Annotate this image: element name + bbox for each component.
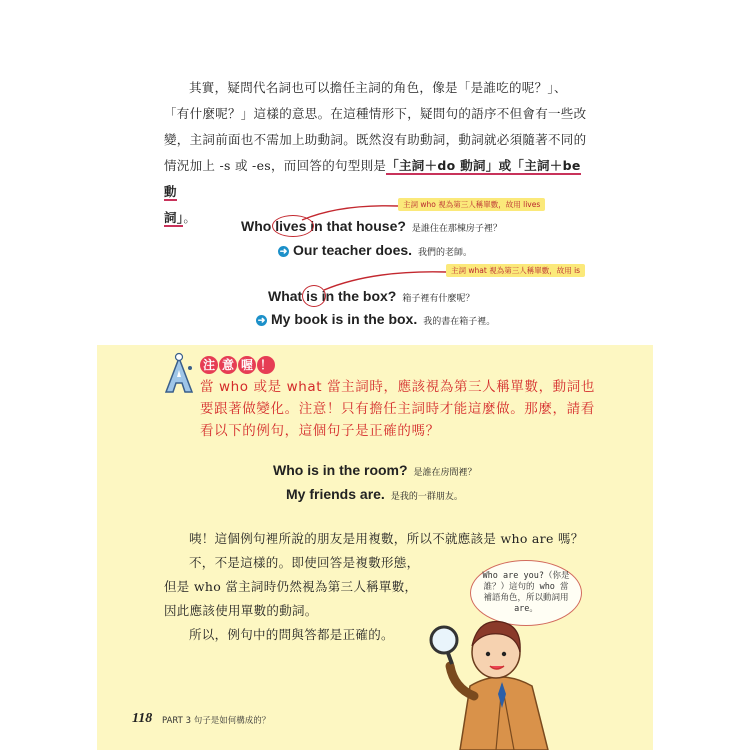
section-title: PART 3 句子是如何構成的？ <box>162 716 271 726</box>
intro-line-4-text: 情況加上 -s 或 -es，而回答的句型則是 <box>164 158 387 173</box>
circle-is <box>302 285 326 307</box>
explain-line-1: 咦！這個例句裡所說的朋友是用複數，所以不就應該是 who are 嗎？ <box>189 531 584 546</box>
example-question-2-post: in the box? <box>317 288 397 304</box>
attention-char-3: 喔 <box>238 356 256 374</box>
box-example-question <box>273 462 477 478</box>
example-question-1-key: lives <box>275 218 307 234</box>
box-example-question-text: Who is in the room? <box>273 462 408 478</box>
mascot-a-icon <box>160 352 198 394</box>
box-example-answer <box>286 486 463 502</box>
example-question-2-pre: What <box>268 288 307 304</box>
detective-illustration <box>420 596 590 750</box>
example-answer-2-translation: 我的書在箱子裡。 <box>423 317 496 327</box>
example-question-2-translation: 箱子裡有什麼呢？ <box>402 294 475 304</box>
explain-line-5: 所以，例句中的問與答都是正確的。 <box>189 627 394 642</box>
attention-char-4: ！ <box>257 356 275 374</box>
example-question-1-pre: Who <box>241 218 276 234</box>
example-answer-2-text: My book is in the box. <box>271 311 418 327</box>
explain-line-3: 但是 who 當主詞時仍然視為第三人稱單數， <box>164 579 418 594</box>
example-answer-2 <box>256 311 495 327</box>
box-example-answer-text: My friends are. <box>286 486 385 502</box>
example-answer-1 <box>278 242 472 258</box>
box-example-answer-translation: 是我的一群朋友。 <box>390 492 463 502</box>
attention-title <box>200 356 276 374</box>
explain-line-4: 因此應該使用單數的動詞。 <box>164 603 318 618</box>
note-tag-lives: 主詞 who 視為第三人稱單數，故用 lives <box>398 198 545 211</box>
example-question-1-translation: 是誰住在那棟房子裡？ <box>411 224 502 234</box>
example-answer-1-translation: 我們的老師。 <box>418 248 473 258</box>
attention-char-1: 注 <box>200 356 218 374</box>
attention-char-2: 意 <box>219 356 237 374</box>
note-tag-is: 主詞 what 視為第三人稱單數，故用 is <box>446 264 585 277</box>
example-question-1-post: in that house? <box>306 218 406 234</box>
page-number: 118 <box>132 711 153 726</box>
speech-bubble: Who are you?（你是誰？）這句的 who 當補語角色，所以動詞用 are。 <box>470 560 582 626</box>
intro-line-2: 「有什麼呢？」這樣的意思。在這種情形下，疑問句的語序不但會有一些改 <box>164 106 587 121</box>
answer-pattern-highlight: 「主詞＋do 動詞」或「主詞＋be 動 <box>164 158 581 199</box>
attention-text: 當 who 或是 what 當主詞時，應該視為第三人稱單數，動詞也要跟著做變化。注意！只有擔任主詞時才能這麼做。那麼，請看看以下的例句，這個句子是正確的嗎？ <box>200 379 595 439</box>
intro-end-mark: 。 <box>183 210 197 225</box>
answer-pattern-highlight-end: 詞」 <box>164 210 184 225</box>
example-question-2 <box>268 288 474 304</box>
answer-arrow-icon: ➜ <box>279 246 288 256</box>
intro-line-3: 變，主詞前面也不需加上助動詞。既然沒有助動詞，動詞就必須隨著不同的 <box>164 132 587 147</box>
answer-arrow-icon: ➜ <box>257 315 266 325</box>
box-example-question-translation: 是誰在房間裡？ <box>413 468 477 478</box>
explain-line-2: 不，不是這樣的。即使回答是複數形態， <box>189 555 420 570</box>
intro-line-1: 其實，疑問代名詞也可以擔任主詞的角色，像是「是誰吃的呢？」、 <box>189 80 567 95</box>
example-answer-1-text: Our teacher does. <box>293 242 413 258</box>
circle-lives <box>272 215 314 237</box>
example-question-2-key: is <box>306 288 318 304</box>
